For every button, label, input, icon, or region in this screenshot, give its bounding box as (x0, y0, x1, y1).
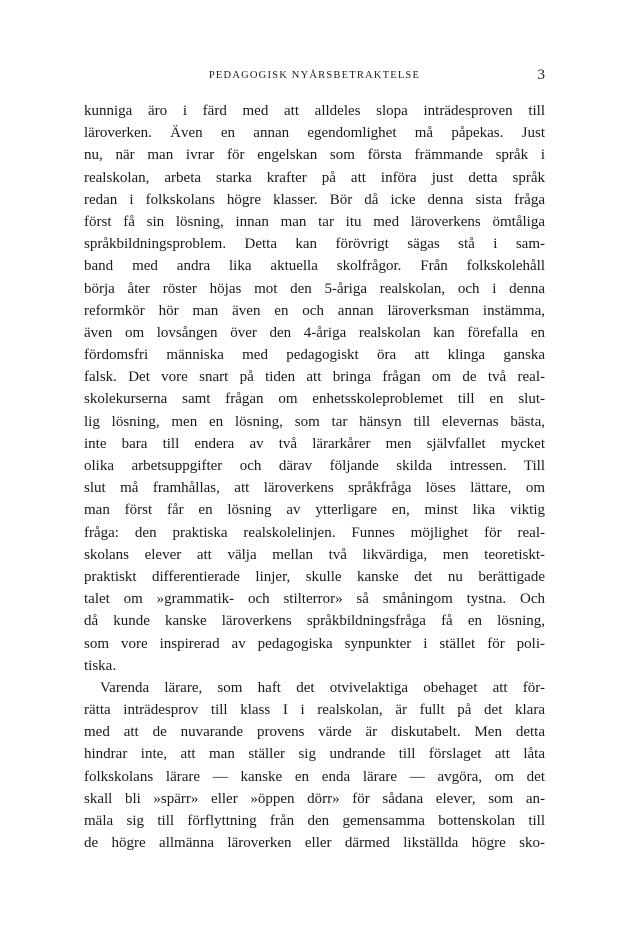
text-line: nu, när man ivrar för engelskan som första främmande språk i (84, 147, 545, 164)
text-line: då kunde kanske läroverkens språkbildningsfråga få en lösning, (84, 613, 545, 630)
text-line: band med andra lika aktuella skolfrågor. Från folkskolehåll (84, 258, 545, 275)
text-line: skall bli »spärr» eller »öppen dörr» för sådana elever, som an- (84, 790, 545, 807)
text-line: falsk. Det vore snart på tiden att bringa frågan om de två real- (84, 369, 545, 386)
text-line: först få sin lösning, innan man tar itu med läroverkens ömtåliga (84, 213, 545, 230)
page-number: 3 (537, 67, 545, 83)
text-line: tiska. (84, 657, 117, 674)
text-line: realskolan, arbeta starka krafter på att införa just detta språk (84, 169, 545, 186)
text-line: skolans elever att välja mellan två likvärdiga, men teoretiskt- (84, 546, 545, 563)
text-line: reformkör hör man även en och annan läroverksman instämma, (84, 302, 545, 319)
text-line: fråga: den praktiska realskolelinjen. Funnes möjlighet för real- (84, 524, 545, 541)
body-text (84, 100, 545, 854)
text-line: Varenda lärare, som haft det otvivelaktiga obehaget att för- (100, 679, 545, 696)
text-line: med att de nuvarande provens värde är diskutabelt. Men detta (84, 724, 545, 741)
text-line: inte bara till endera av två lärarkårer men självfallet mycket (84, 435, 545, 452)
text-line: kunniga äro i färd med att alldeles slopa inträdesproven till (84, 103, 545, 119)
text-line: språkbildningsproblem. Detta kan förövrigt sägas stå i sam- (84, 236, 545, 253)
text-line: praktiskt differentierade linjer, skulle kanske det nu berättigade (84, 568, 545, 585)
paragraph-2 (84, 677, 545, 855)
text-line: redan i folkskolans högre klasser. Bör då icke denna sista fråga (84, 191, 545, 208)
text-line: slut må framhållas, att läroverkens språkfråga löses lättare, om (84, 480, 545, 497)
text-line: olika arbetsuppgifter och därav följande skilda intressen. Till (84, 458, 545, 474)
text-line: fördomsfri människa med pedagogiskt öra att klinga ganska (84, 347, 545, 364)
text-line: man först får en lösning av ytterligare en, minst lika viktig (84, 502, 545, 519)
page-header (84, 67, 545, 90)
running-head: PEDAGOGISK NYÅRSBETRAKTELSE (208, 70, 421, 81)
text-line: de högre allmänna läroverken eller därmed likställda högre sko- (84, 835, 545, 852)
text-line: börja åter röster höjas mot den 5-åriga realskolan, och i denna (84, 280, 545, 297)
text-line: även om lovsången över den 4-åriga realskolan kan förefalla en (84, 324, 545, 341)
text-line: lig lösning, men en lösning, som tar hänsyn till elevernas bästa, (84, 413, 545, 430)
text-line: rätta inträdesprov till klass I i realskolan, är fullt på det klara (84, 702, 545, 719)
text-line: läroverken. Även en annan egendomlighet må påpekas. Just (84, 125, 545, 142)
text-line: som vore inspirerad av pedagogiska synpunkter i stället för poli- (84, 635, 545, 652)
text-line: mäla sig till förflyttning från den gemensamma bottenskolan till (84, 813, 545, 829)
text-line: talet om »grammatik- och stilterror» så småningom tystna. Och (84, 591, 545, 608)
text-line: folkskolans lärare — kanske en enda lärare — avgöra, om det (84, 768, 545, 785)
text-line: skolekurserna samt frågan om enhetsskoleproblemet till en slut- (84, 391, 545, 408)
paragraph-1 (84, 100, 545, 677)
text-line: hindrar inte, att man ställer sig undrande till förslaget att låta (84, 746, 545, 763)
